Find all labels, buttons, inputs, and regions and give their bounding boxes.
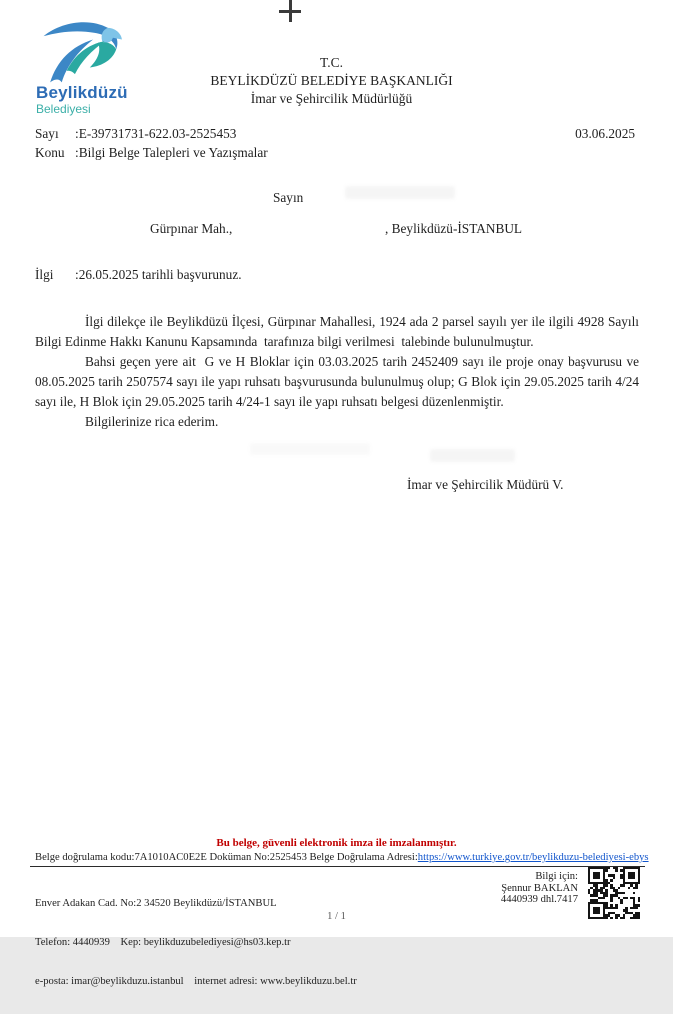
letterhead-department: İmar ve Şehircilik Müdürlüğü (250, 91, 413, 106)
reference-value: :26.05.2025 tarihli başvurunuz. (75, 267, 242, 282)
letter-date: 03.06.2025 (575, 126, 635, 141)
konu-value: :Bilgi Belge Talepleri ve Yazışmalar (75, 145, 268, 160)
reference-row (35, 267, 242, 283)
reference-label: İlgi (35, 267, 54, 282)
sayi-label: Sayı (35, 126, 59, 141)
footer-phone-line: Telefon: 4440939 Kep: beylikduzubelediyesi@hs03.kep.tr (35, 937, 291, 948)
body-paragraph-2: Bahsi geçen yere ait G ve H Bloklar için 03.03.2025 tarih 2452409 sayı ile proje onay başvurusu ve 08.05.2025 tarih 2507574 sayı ile yapı ruhsatı başvurusunda bulunulmuş olup; G Blok için 29.05.2025 tarih 4/24 sayı ile, H Blok için 29.05.2025 tarih 4/24-1 sayı ile yapı ruhsatı belgesi düzenlenmiştir. (35, 354, 643, 409)
footer-contact-block (35, 871, 357, 1014)
crop-mark-icon (279, 0, 301, 22)
body-paragraph-1: İlgi dilekçe ile Beylikdüzü İlçesi, Gürpınar Mahallesi, 1924 ada 2 parsel sayılı yer ile ilgili 4928 Sayılı Bilgi Edinme Hakkı Kanunu Kapsamında tarafınıza bilgi verilmesi talebinde bulunulmuştur. (35, 314, 643, 349)
sayi-value: :E-39731731-622.03-2525453 (75, 126, 237, 141)
letterhead-tc: T.C. (320, 55, 343, 70)
address-left: Gürpınar Mah., (150, 221, 233, 236)
verification-line (35, 852, 653, 863)
esign-notice: Bu belge, güvenli elektronik imza ile imzalanmıştır. (216, 837, 457, 849)
letterhead-organization: BEYLİKDÜZÜ BELEDİYE BAŞKANLIĞI (210, 73, 453, 88)
footer-info-block (501, 871, 578, 906)
letterhead (0, 54, 663, 108)
address-right: , Beylikdüzü-İSTANBUL (385, 221, 523, 236)
konu-row (35, 143, 635, 162)
letter-body (35, 312, 643, 432)
redacted-name (345, 186, 455, 199)
sayi-row (35, 124, 635, 143)
body-paragraph-3: Bilgilerinize rica ederim. (85, 414, 219, 429)
page-number: 1 / 1 (327, 911, 346, 922)
verification-link[interactable]: https://www.turkiye.gov.tr/beylikduzu-belediyesi-ebys (417, 852, 649, 863)
contact-name: Şennur BAKLAN (501, 882, 578, 894)
redacted-signer-name (430, 449, 515, 462)
logo-subtitle: Belediyesi (36, 102, 91, 116)
salutation: Sayın (273, 190, 304, 205)
contact-phone: 4440939 dhl.7417 (500, 894, 578, 905)
footer-divider (30, 866, 645, 867)
contact-info-label: Bilgi için: (535, 871, 578, 882)
redacted-address (250, 443, 370, 455)
footer-address: Enver Adakan Cad. No:2 34520 Beylikdüzü/İSTANBUL (35, 898, 277, 909)
signature-title: İmar ve Şehircilik Müdürü V. (407, 477, 564, 492)
konu-label: Konu (35, 145, 65, 160)
verification-text: Belge doğrulama kodu:7A1010AC0E2E Doküman No:2525453 Belge Doğrulama Adresi: (35, 852, 418, 863)
logo-title: Beylikdüzü (36, 83, 128, 102)
document-meta (35, 124, 635, 162)
footer-email-line: e-posta: imar@beylikduzu.istanbul internet adresi: www.beylikduzu.bel.tr (35, 976, 357, 987)
